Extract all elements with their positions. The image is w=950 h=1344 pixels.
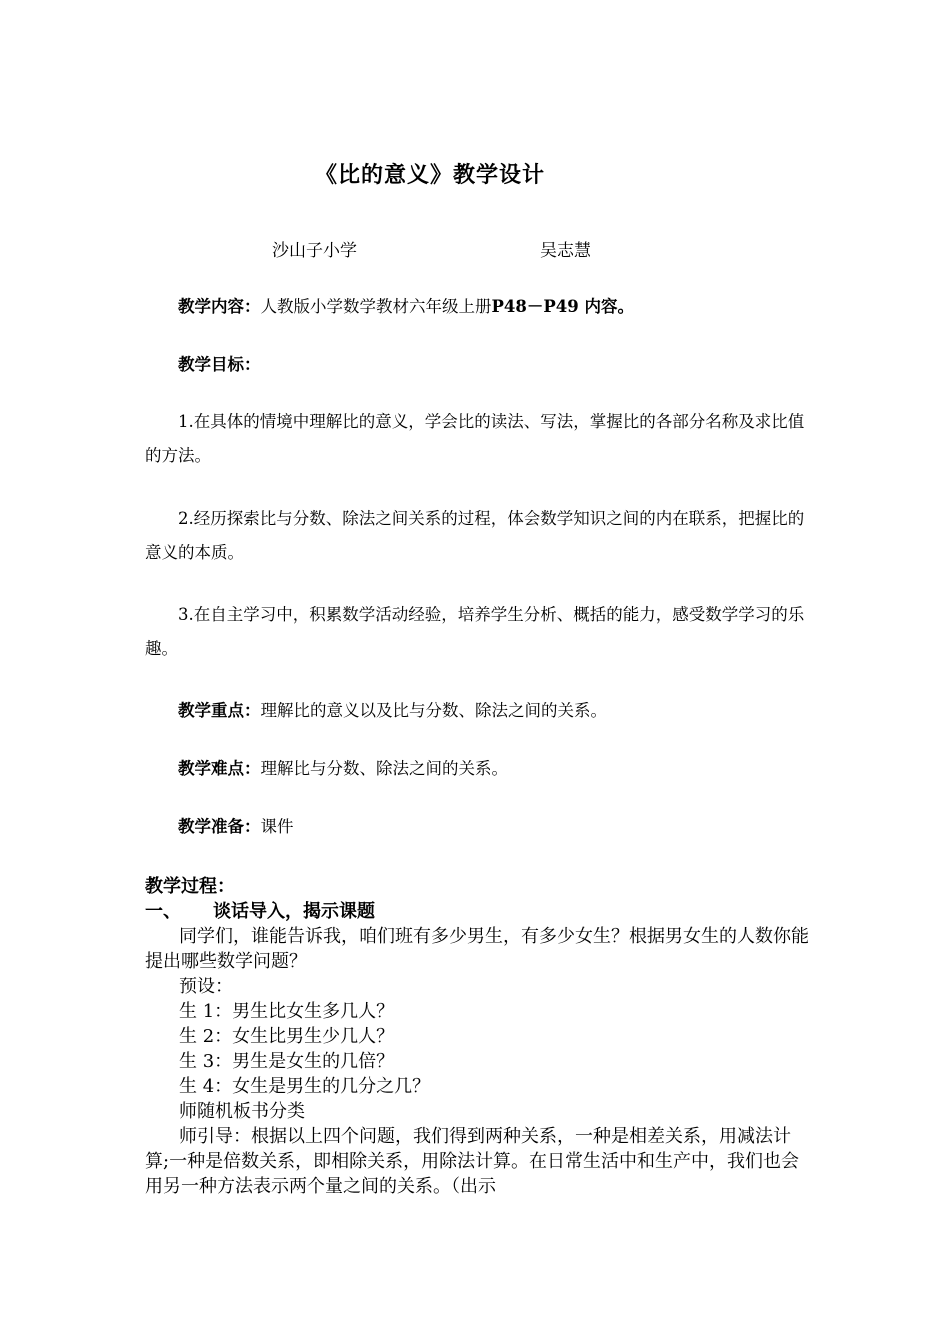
- preparation-label: 教学准备：: [178, 817, 261, 836]
- goals-label: 教学目标：: [178, 355, 261, 374]
- section-line: 生 4：女生是男生的几分之几？: [179, 1076, 431, 1097]
- teaching-content-pages: P48－P49 内容。: [491, 297, 634, 316]
- teaching-content-text: 人教版小学数学教材六年级上册: [260, 297, 492, 316]
- section-line: 师随机板书分类: [179, 1101, 305, 1122]
- section-title: 谈话导入，揭示课题: [213, 901, 375, 922]
- key-point-label: 教学重点：: [178, 701, 261, 720]
- teaching-content: [145, 290, 813, 324]
- goal-item: 1.在具体的情境中理解比的意义，学会比的读法、写法，掌握比的各部分名称及求比值的方法。: [145, 412, 805, 465]
- section-line: 预设：: [179, 976, 233, 997]
- teaching-process: [145, 874, 813, 1199]
- difficulty: [145, 752, 813, 786]
- section-line: 生 1：男生比女生多几人？: [179, 1001, 395, 1022]
- author-name: 吴志慧: [540, 241, 591, 261]
- teaching-content-label: 教学内容：: [178, 297, 261, 316]
- section-line: 生 2：女生比男生少几人？: [179, 1026, 395, 1047]
- preparation: [145, 810, 813, 844]
- section-paragraph: 师引导：根据以上四个问题，我们得到两种关系，一种是相差关系，用减法计算;一种是倍数关系，即相除关系，用除法计算。在日常生活中和生产中，我们也会用另一种方法表示两个量之间的关系。（出示: [145, 1126, 800, 1197]
- goal-item: 3.在自主学习中，积累数学活动经验，培养学生分析、概括的能力，感受数学学习的乐趣。: [145, 605, 805, 658]
- section-heading: [145, 899, 813, 924]
- goal-item: 2.经历探索比与分数、除法之间关系的过程，体会数学知识之间的内在联系，把握比的意义的本质。: [145, 509, 805, 562]
- section-line: 生 3：男生是女生的几倍？: [179, 1051, 395, 1072]
- section-number: 一、: [145, 901, 181, 922]
- key-point: [145, 694, 813, 728]
- key-point-text: 理解比的意义以及比与分数、除法之间的关系。: [260, 701, 607, 720]
- goals-heading: [145, 348, 813, 382]
- difficulty-label: 教学难点：: [178, 759, 261, 778]
- school-name: 沙山子小学: [272, 241, 357, 261]
- document-title: 《比的意义》教学设计: [314, 162, 545, 188]
- process-label: 教学过程：: [145, 876, 235, 897]
- difficulty-text: 理解比与分数、除法之间的关系。: [260, 759, 508, 778]
- section-paragraph: 同学们，谁能告诉我，咱们班有多少男生，有多少女生？根据男女生的人数你能提出哪些数学问题？: [145, 926, 809, 972]
- preparation-text: 课件: [260, 817, 294, 836]
